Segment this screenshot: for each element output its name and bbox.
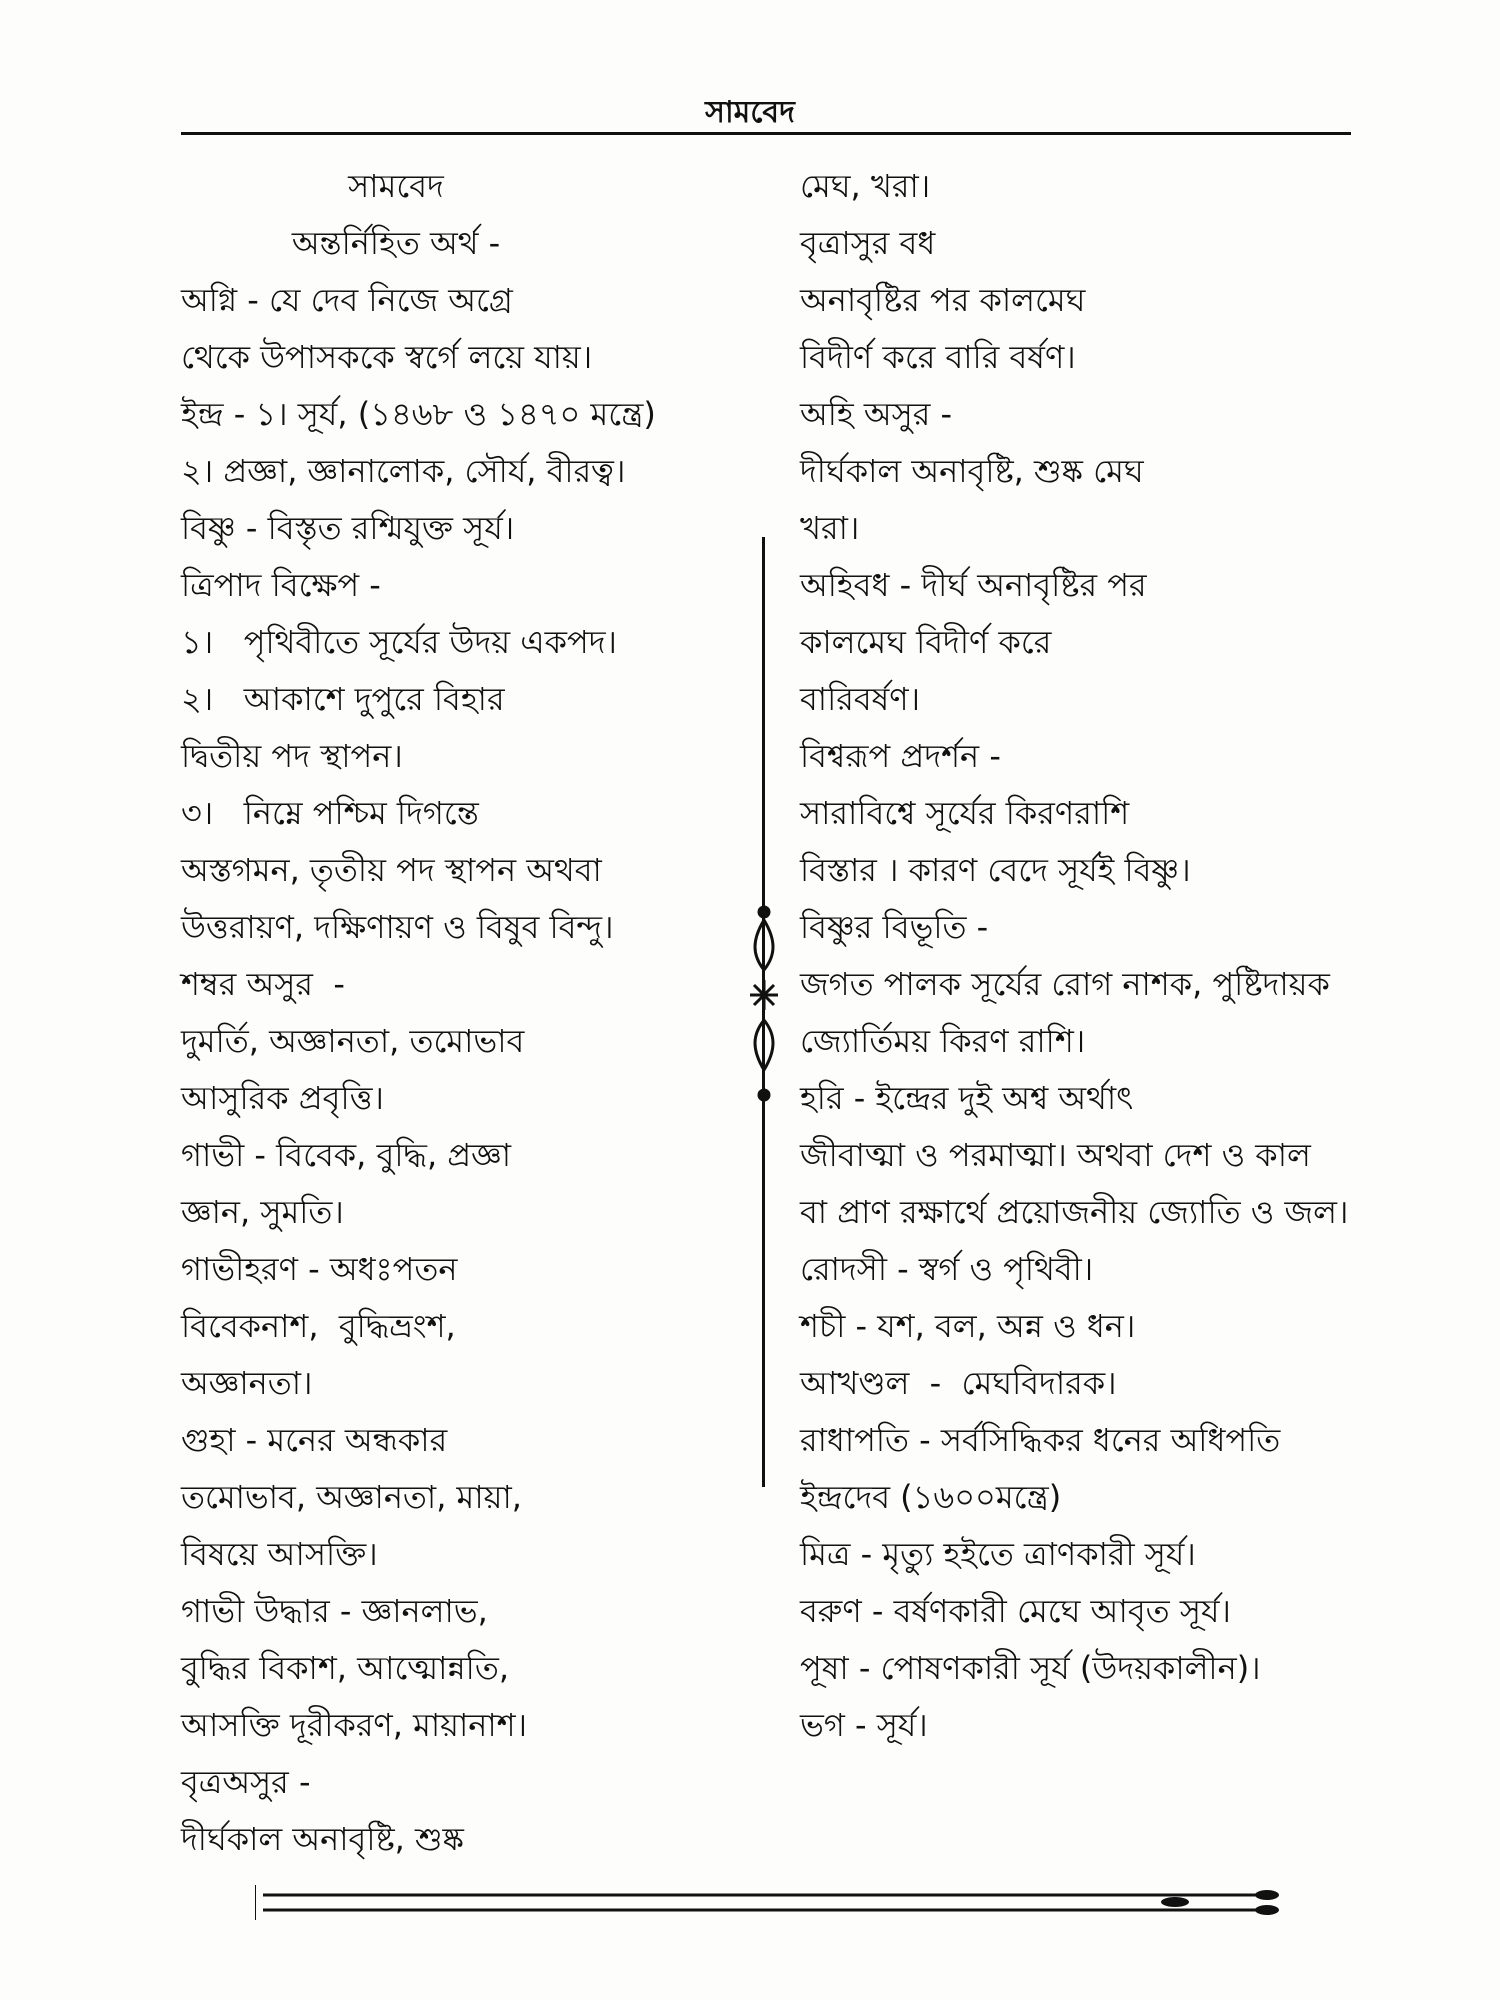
text-line: ভগ - সূর্য। — [800, 1706, 928, 1744]
text-line: রাধাপতি - সর্বসিদ্ধিকর ধনের অধিপতি — [800, 1421, 1281, 1459]
text-line: হরি - ইন্দ্রের দুই অশ্ব অর্থাৎ — [800, 1079, 1134, 1117]
text-line: বারিবর্ষণ। — [800, 680, 921, 718]
text-line: শচী - যশ, বল, অন্ন ও ধন। — [800, 1307, 1136, 1345]
text-line: সারাবিশ্বে সূর্যের কিরণরাশি — [800, 794, 1130, 832]
divider-ornament-icon — [744, 900, 784, 1110]
right-column — [800, 158, 1360, 1754]
text-line: রোদসী - স্বর্গ ও পৃথিবী। — [800, 1250, 1094, 1288]
running-header: সামবেদ — [705, 95, 795, 130]
text-line: থেকে উপাসককে স্বর্গে লয়ে যায়। — [181, 338, 593, 376]
text-line: বুদ্ধির বিকাশ, আত্মোন্নতি, — [181, 1649, 510, 1687]
text-line: ত্রিপাদ বিক্ষেপ - — [181, 566, 381, 604]
text-line: গাভী উদ্ধার - জ্ঞানলাভ, — [181, 1592, 488, 1630]
text-line: খরা। — [800, 509, 860, 547]
text-line: অন্তর্নিহিত অর্থ - — [291, 224, 501, 262]
text-line: জ্ঞান, সুমতি। — [181, 1193, 344, 1231]
text-line: বরুণ - বর্ষণকারী মেঘে আবৃত সূর্য। — [800, 1592, 1231, 1630]
text-line: অহি অসুর - — [800, 395, 953, 433]
text-line: ১। পৃথিবীতে সূর্যের উদয় একপদ। — [181, 623, 618, 661]
text-line: আসক্তি দূরীকরণ, মায়ানাশ। — [181, 1706, 528, 1744]
text-line: ২। প্রজ্ঞা, জ্ঞানালোক, সৌর্য, বীরত্ব। — [181, 452, 626, 490]
header-rule — [181, 132, 1351, 135]
text-line: অহিবধ - দীর্ঘ অনাবৃষ্টির পর — [800, 566, 1147, 604]
text-line: বিষয়ে আসক্তি। — [181, 1535, 378, 1573]
text-line: অগ্নি - যে দেব নিজে অগ্রে — [181, 281, 513, 319]
left-column — [181, 158, 741, 1868]
text-line: বিবেকনাশ, বুদ্ধিভ্রংশ, — [181, 1307, 456, 1345]
text-line: পূষা - পোষণকারী সূর্য (উদয়কালীন)। — [800, 1649, 1261, 1687]
text-line: ৩। নিম্নে পশ্চিম দিগন্তে — [181, 794, 479, 832]
bottom-double-rule — [255, 1880, 1285, 1925]
text-line: বিস্তার । কারণ বেদে সূর্যই বিষ্ণু। — [800, 851, 1191, 889]
text-line: অস্তগমন, তৃতীয় পদ স্থাপন অথবা — [181, 851, 602, 889]
text-line: গাভীহরণ - অধঃপতন — [181, 1250, 458, 1288]
text-line: বৃত্রাসুর বধ — [800, 224, 936, 262]
text-line: তমোভাব, অজ্ঞানতা, মায়া, — [181, 1478, 522, 1516]
text-line: দ্বিতীয় পদ স্থাপন। — [181, 737, 403, 775]
text-line: মিত্র - মৃত্যু হইতে ত্রাণকারী সূর্য। — [800, 1535, 1196, 1573]
text-line: বিষ্ণু - বিস্তৃত রশ্মিযুক্ত সূর্য। — [181, 509, 515, 547]
text-line: দুমর্তি, অজ্ঞানতা, তমোভাব — [181, 1022, 525, 1060]
text-line: গুহা - মনের অন্ধকার — [181, 1421, 448, 1459]
text-line: উত্তরায়ণ, দক্ষিণায়ণ ও বিষুব বিন্দু। — [181, 908, 614, 946]
text-line: জীবাত্মা ও পরমাত্মা। অথবা দেশ ও কাল — [800, 1136, 1311, 1174]
text-line: বা প্রাণ রক্ষার্থে প্রয়োজনীয় জ্যোতি ও জল। — [800, 1193, 1349, 1231]
text-line: শম্বর অসুর - — [181, 965, 345, 1003]
text-line: ইন্দ্র - ১। সূর্য, (১৪৬৮ ও ১৪৭০ মন্ত্রে) — [181, 395, 656, 433]
text-line: অজ্ঞানতা। — [181, 1364, 313, 1402]
text-line: জগত পালক সূর্যের রোগ নাশক, পুষ্টিদায়ক — [800, 965, 1330, 1003]
text-line: গাভী - বিবেক, বুদ্ধি, প্রজ্ঞা — [181, 1136, 512, 1174]
text-line: ২। আকাশে দুপুরে বিহার — [181, 680, 505, 718]
text-line: দীর্ঘকাল অনাবৃষ্টি, শুষ্ক — [181, 1820, 464, 1858]
text-line: সামবেদ — [348, 167, 444, 205]
text-line: বিশ্বরূপ প্রদর্শন - — [800, 737, 1001, 775]
text-line: মেঘ, খরা। — [800, 167, 931, 205]
text-line: আসুরিক প্রবৃত্তি। — [181, 1079, 384, 1117]
text-line: অনাবৃষ্টির পর কালমেঘ — [800, 281, 1086, 319]
text-line: দীর্ঘকাল অনাবৃষ্টি, শুষ্ক মেঘ — [800, 452, 1144, 490]
text-line: ইন্দ্রদেব (১৬০০মন্ত্রে) — [800, 1478, 1062, 1516]
text-line: বিষ্ণুর বিভূতি - — [800, 908, 989, 946]
text-line: কালমেঘ বিদীর্ণ করে — [800, 623, 1052, 661]
text-line: বৃত্রঅসুর - — [181, 1763, 311, 1801]
text-line: বিদীর্ণ করে বারি বর্ষণ। — [800, 338, 1076, 376]
text-line: আখণ্ডল - মেঘবিদারক। — [800, 1364, 1117, 1402]
text-line: জ্যোর্তিময় কিরণ রাশি। — [800, 1022, 1086, 1060]
